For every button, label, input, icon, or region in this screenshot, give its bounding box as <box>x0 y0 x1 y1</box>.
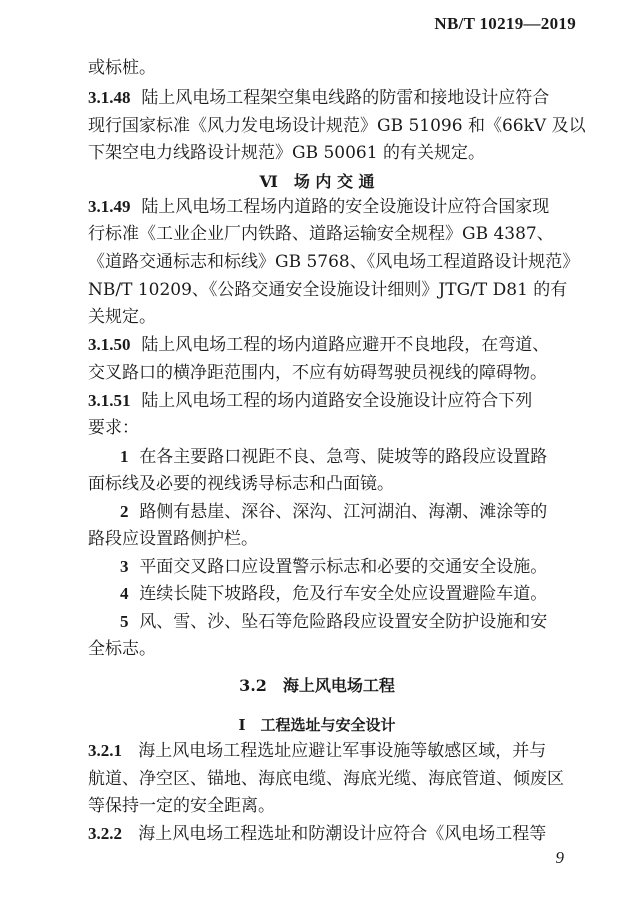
text-line: 《道路交通标志和标线》GB 5768、《风电场工程道路设计规范》 <box>88 252 580 272</box>
item-text: 风、雪、沙、坠石等危险路段应设置安全防护设施和安 <box>139 612 548 632</box>
list-item-5 <box>120 612 547 632</box>
text-line: 行标准《工业企业厂内铁路、道路运输安全规程》GB 4387、 <box>88 224 554 244</box>
text-line: 路段应设置路侧护栏。 <box>88 529 258 549</box>
clause-number: 3.1.49 <box>88 197 131 216</box>
text-line: 下架空电力线路设计规范》GB 50061 的有关规定。 <box>88 143 485 163</box>
clause-number: 3.2.1 <box>88 741 122 760</box>
text-line: 航道、净空区、锚地、海底电缆、海底光缆、海底管道、倾废区 <box>88 769 564 789</box>
clause-3-2-2 <box>88 824 546 844</box>
clause-text: 海上风电场工程选址应避让军事设施等敏感区域，并与 <box>138 741 547 761</box>
text-line: 面标线及必要的视线诱导标志和凸面镜。 <box>88 474 394 494</box>
item-number: 4 <box>120 584 129 603</box>
clause-3-1-48 <box>88 88 549 108</box>
item-text: 路侧有悬崖、深谷、深沟、江河湖泊、海潮、滩涂等的 <box>139 502 548 522</box>
item-number: 3 <box>120 557 129 576</box>
list-item-3 <box>120 557 547 577</box>
clause-3-1-51 <box>88 391 532 411</box>
clause-number: 3.1.48 <box>88 88 131 107</box>
subsection-heading-i: Ⅰ 工程选址与安全设计 <box>238 716 396 734</box>
list-item-4 <box>120 584 547 604</box>
clause-3-1-49 <box>88 197 549 217</box>
text-line: 或标桩。 <box>88 58 156 78</box>
clause-number: 3.2.2 <box>88 824 122 843</box>
text-line: NB/T 10209、《公路交通安全设施设计细则》JTG/T D81 的有 <box>88 280 568 300</box>
text-line: 要求： <box>88 418 139 438</box>
list-item-2 <box>120 502 547 522</box>
clause-text: 陆上风电场工程场内道路的安全设施设计应符合国家现 <box>141 197 550 217</box>
clause-text: 海上风电场工程选址和防潮设计应符合《风电场工程等 <box>138 824 547 844</box>
item-number: 1 <box>120 447 129 466</box>
item-number: 2 <box>120 502 129 521</box>
section-heading-vi: Ⅵ 场 内 交 通 <box>259 172 375 191</box>
page-number: 9 <box>555 848 564 867</box>
text-line: 现行国家标准《风力发电场设计规范》GB 51096 和《66kV 及以 <box>88 116 586 136</box>
clause-number: 3.1.50 <box>88 335 131 354</box>
item-text: 连续长陡下坡路段，危及行车安全处应设置避险车道。 <box>139 584 548 604</box>
list-item-1 <box>120 447 547 467</box>
text-line: 交叉路口的横净距范围内，不应有妨碍驾驶员视线的障碍物。 <box>88 363 547 383</box>
clause-3-2-1 <box>88 741 546 761</box>
clause-text: 陆上风电场工程的场内道路应避开不良地段，在弯道、 <box>141 335 550 355</box>
clause-text: 陆上风电场工程的场内道路安全设施设计应符合下列 <box>141 391 533 411</box>
clause-3-1-50 <box>88 335 549 355</box>
text-line: 全标志。 <box>88 639 156 659</box>
text-line: 等保持一定的安全距离。 <box>88 796 275 816</box>
text-line: 关规定。 <box>88 307 156 327</box>
item-text: 平面交叉路口应设置警示标志和必要的交通安全设施。 <box>139 557 548 577</box>
section-heading-3-2: 3.2 海上风电场工程 <box>239 676 395 695</box>
standard-code-header: NB/T 10219—2019 <box>434 14 576 33</box>
clause-number: 3.1.51 <box>88 391 131 410</box>
item-text: 在各主要路口视距不良、急弯、陡坡等的路段应设置路 <box>139 447 548 467</box>
item-number: 5 <box>120 612 129 631</box>
clause-text: 陆上风电场工程架空集电线路的防雷和接地设计应符合 <box>141 88 550 108</box>
